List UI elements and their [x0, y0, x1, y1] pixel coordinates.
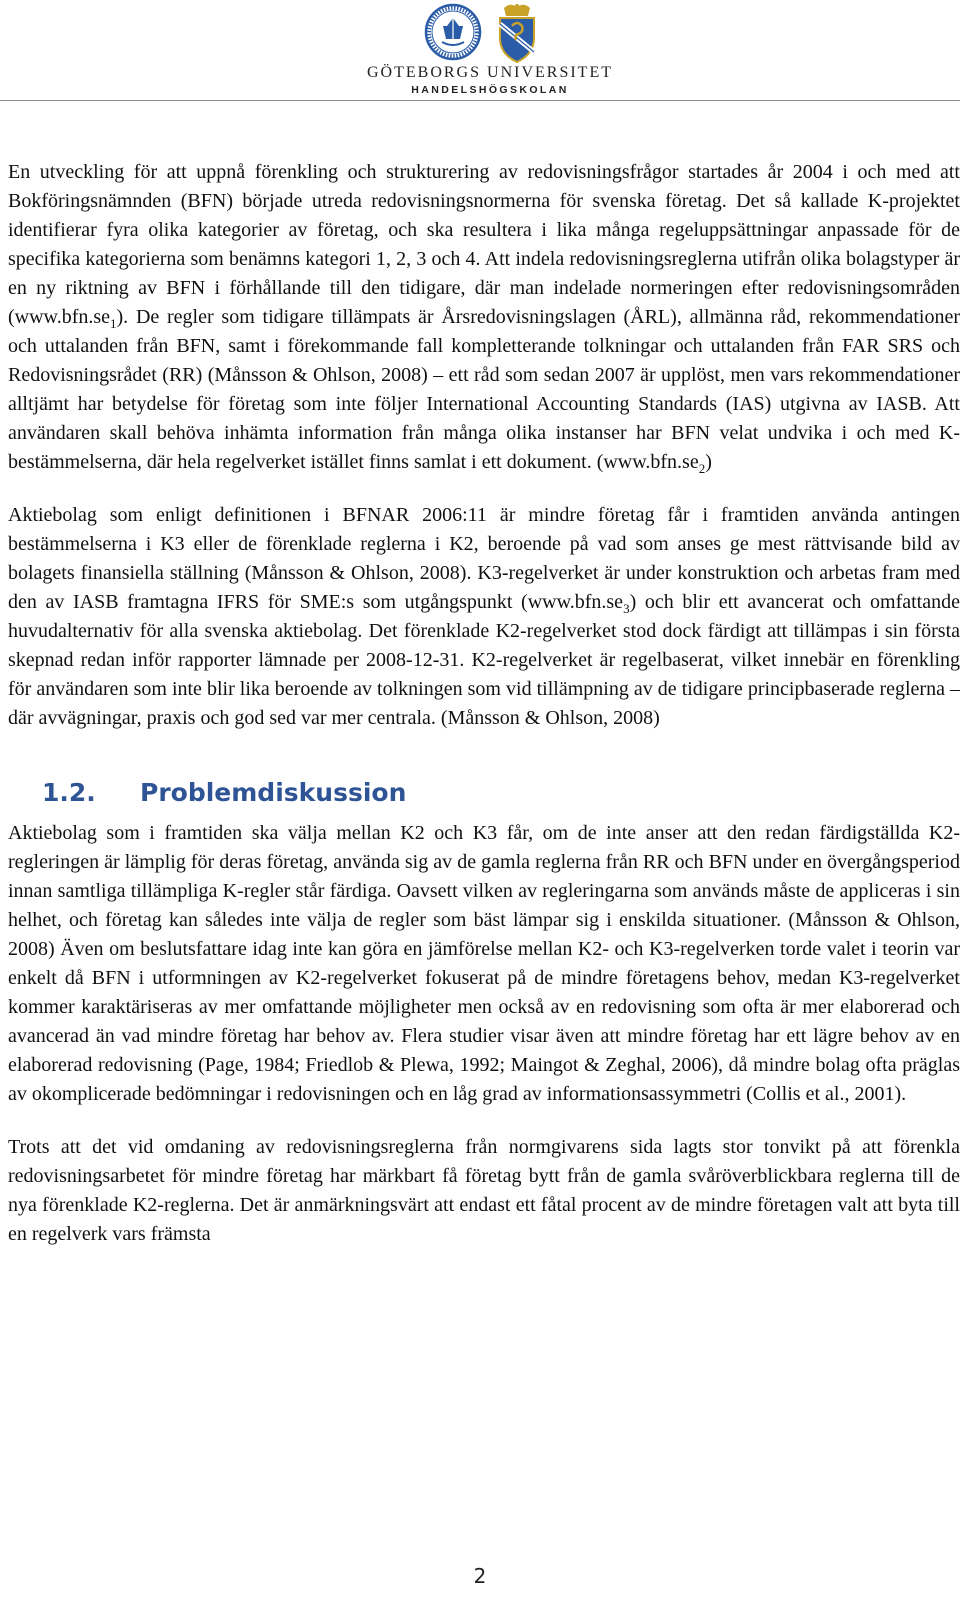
school-name: HANDELSHÖGSKOLAN — [411, 84, 569, 96]
body-paragraph-4: Trots att det vid omdaning av redovisningsreglerna från normgivarens sida lagts stor tonvikt på att förenkla redovisningsarbetet för mindre företag har märkbart få företag bytt från de gamla svåröverblickbara reglerna till de nya förenklade K2-reglerna. Det är anmärkningsvärt att endast ett fåtal procent av de mindre företagen valt att byta till en regelverk vars främsta — [8, 1136, 960, 1245]
text-run: ) och blir ett avancerat och omfattande huvudalternativ för alla svenska aktiebolag. Det förenklade K2-regelverket stod dock färdigt att tillämpas i sin första skepnad redan inför rapporter lämnade per 2008-12-31. K2-regelverket är regelbaserat, vilket innebär en förenkling för användaren som inte blir lika beroende av tolkningen som vid tillämpning av de tidigare principbaserade reglerna – där avvägningar, praxis och god sed var mer centrala. (Månsson & Ohlson, 2008) — [8, 591, 960, 729]
text-run: Aktiebolag som enligt definitionen i BFNAR 2006:11 är mindre företag får i framtiden använda antingen bestämmelserna i K3 eller de förenklade reglerna i K2, beroende på vad som anses ge mest rättvisande bild av bolagets finansiella ställning (Månsson & Ohlson, 2008). K3-regelverket är under konstruktion och arbetas fram med den av IASB framtagna IFRS för SME:s som utgångspunkt (www.bfn.se — [8, 504, 960, 613]
body-paragraph-3: Aktiebolag som i framtiden ska välja mellan K2 och K3 får, om de inte anser att den redan färdigställda K2-regleringen är lämplig för deras företag, använda sig av de gamla reglerna från RR och BFN under en övergångsperiod innan samtliga tillämpliga K-regler står färdiga. Oavsett vilken av regleringarna som används måste de appliceras i sin helhet, och företag kan således inte välja de regler som bäst lämpar sig i enskilda situationer. (Månsson & Ohlson, 2008) Även om beslutsfattare idag inte kan göra en jämförelse mellan K2- och K3-regelverken torde valet i teorin var enkelt då BFN i utformningen av K2-regelverket fokuserat på de mindre företagens behov, medan K3-regelverket kommer karaktäriseras av mer omfattande möjligheter men också av en redovisning som ofta är mer elaborerad och avancerad än vad mindre företag har behov av. Flera studier visar även att mindre företag har ett lägre behov av en elaborerad redovisning (Page, 1984; Friedlob & Plewa, 1992; Maingot & Zeghal, 2006), då mindre bolag ofta präglas av okomplicerade bedömningar i redovisningen och en låg grad av informationsassymmetri (Collis et al., 2001). — [8, 822, 960, 1105]
section-number: 1.2. — [42, 778, 96, 807]
university-name: GÖTEBORGS UNIVERSITET — [367, 64, 613, 81]
section-title: Problemdiskussion — [140, 778, 407, 807]
text-run: En utveckling för att uppnå förenkling och strukturering av redovisningsfrågor startades år 2004 i och med att Bokföringsnämnden (BFN) började utreda redovisningsnormerna för svenska företag. Det så kallade K-projektet identifierar fyra olika kategorier av företag, och ska resultera i lika många regeluppsättningar anpassade för de specifika kategorierna som benämns kategori 1, 2, 3 och 4. Att indela redovisningsreglerna utifrån olika bolagstyper är en ny riktning av BFN i förhållande till den tidigare, där man indelade normeringen efter redovisningsområden (www.bfn.se — [8, 161, 960, 328]
page-header — [0, 0, 960, 100]
footnote-ref: 2 — [698, 461, 706, 476]
text-run: ) — [705, 451, 712, 473]
header-divider — [0, 100, 960, 101]
university-logo — [360, 2, 620, 98]
section-heading — [8, 777, 960, 809]
page-number: 2 — [473, 1564, 487, 1588]
university-seal-icon — [424, 2, 482, 64]
city-crest-icon — [488, 2, 546, 64]
footnote-ref: 1 — [110, 316, 117, 331]
document-body — [8, 158, 960, 1249]
footnote-ref: 3 — [623, 601, 630, 616]
body-paragraph-1 — [8, 158, 960, 477]
body-paragraph-2 — [8, 501, 960, 733]
text-run: ). De regler som tidigare tillämpats är Årsredovisningslagen (ÅRL), allmänna råd, rekommendationer och uttalanden från BFN, samt i förekommande fall kompletterande tolkningar och uttalanden från FAR SRS och Redovisningsrådet (RR) (Månsson & Ohlson, 2008) – ett råd som sedan 2007 är upplöst, men vars rekommendationer alltjämt har betydelse för företag som inte följer International Accounting Standards (IAS) utgivna av IASB. Att användaren skall behöva inhämta information från många olika instanser har BFN velat undvika i och med K-bestämmelserna, där hela regelverket istället finns samlat i ett dokument. (www.bfn.se — [8, 306, 960, 473]
